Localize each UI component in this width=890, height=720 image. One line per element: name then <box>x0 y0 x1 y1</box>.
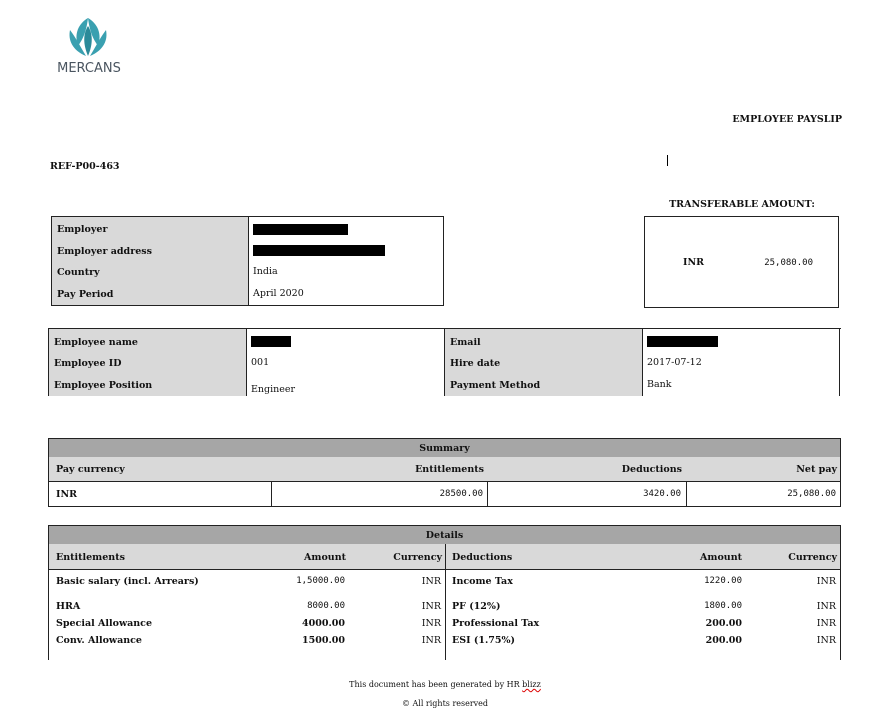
summary-header-deductions: Deductions <box>621 464 682 475</box>
employee-position-value: Engineer <box>251 384 296 395</box>
pay-period-value: April 2020 <box>253 288 304 299</box>
ent-row-0-currency: INR <box>421 576 441 587</box>
employee-position-label: Employee Position <box>54 380 153 391</box>
summary-header-netpay: Net pay <box>796 464 837 475</box>
ded-row-1-name: PF (12%) <box>452 601 501 612</box>
employee-box <box>48 328 841 397</box>
details-header: Details <box>48 525 841 545</box>
summary-cell-currency <box>48 481 272 507</box>
ent-row-0-amount: 1,5000.00 <box>296 576 345 586</box>
summary-value-netpay: 25,080.00 <box>787 489 836 499</box>
ent-row-0-name: Basic salary (incl. Arrears) <box>56 576 199 587</box>
employee-id-label: Employee ID <box>54 358 122 369</box>
summary-values-row <box>48 481 841 507</box>
summary-column-headers <box>48 457 841 482</box>
footer-rights: © All rights reserved <box>401 699 489 708</box>
ent-row-2-name: Special Allowance <box>56 618 153 629</box>
summary-header-entitlements: Entitlements <box>415 464 484 475</box>
details-column-headers <box>48 544 841 570</box>
ent-row-1-amount: 8000.00 <box>307 601 345 611</box>
transfer-amount: 25,080.00 <box>764 258 813 268</box>
employer-redacted <box>253 224 348 235</box>
email-redacted <box>647 336 718 347</box>
leaf-logo-icon <box>52 16 124 60</box>
ded-row-0-currency: INR <box>816 576 836 587</box>
ded-row-3-currency: INR <box>816 635 836 646</box>
summary-header-currency: Pay currency <box>56 464 125 475</box>
summary-value-deductions: 3420.00 <box>643 489 681 499</box>
ded-row-0-name: Income Tax <box>452 576 513 587</box>
ded-row-1-currency: INR <box>816 601 836 612</box>
footer-generated <box>0 680 890 689</box>
summary-header: Summary <box>48 438 841 458</box>
details-header-ded-currency: Currency <box>788 552 837 563</box>
transferable-box <box>644 216 839 308</box>
pay-period-label: Pay Period <box>57 289 114 300</box>
employer-address-redacted <box>253 245 385 256</box>
ded-row-3-amount: 200.00 <box>705 635 742 646</box>
ded-row-2-currency: INR <box>816 618 836 629</box>
transfer-currency: INR <box>683 257 705 268</box>
ded-row-1-amount: 1800.00 <box>704 601 742 611</box>
ded-row-2-amount: 200.00 <box>705 618 742 629</box>
ent-row-2-currency: INR <box>421 618 441 629</box>
details-body <box>48 570 841 660</box>
reference-number: REF-P00-463 <box>50 161 120 172</box>
payment-method-label: Payment Method <box>450 380 541 391</box>
transferable-label: TRANSFERABLE AMOUNT: <box>669 199 815 210</box>
ent-row-3-name: Conv. Allowance <box>56 635 142 646</box>
footer-generated-brand: blizz <box>522 680 541 689</box>
company-logo <box>52 16 124 78</box>
employee-name-label: Employee name <box>54 337 138 348</box>
ded-row-2-name: Professional Tax <box>452 618 540 629</box>
ent-row-2-amount: 4000.00 <box>302 618 345 629</box>
employer-address-label: Employer address <box>57 246 152 257</box>
text-cursor <box>667 155 668 166</box>
country-label: Country <box>57 267 100 278</box>
ent-row-3-currency: INR <box>421 635 441 646</box>
employee-name-redacted <box>251 336 291 347</box>
ent-row-3-amount: 1500.00 <box>302 635 345 646</box>
logo-text: MERCANS <box>57 61 121 76</box>
ded-row-0-amount: 1220.00 <box>704 576 742 586</box>
summary-value-entitlements: 28500.00 <box>439 489 483 499</box>
details-header-ent-amount: Amount <box>304 552 346 563</box>
details-divider-header <box>445 544 446 569</box>
ded-row-3-name: ESI (1.75%) <box>452 635 516 646</box>
details-header-ded-amount: Amount <box>700 552 742 563</box>
email-label: Email <box>450 337 481 348</box>
footer-generated-text: This document has been generated by HR <box>349 680 523 689</box>
ent-row-1-name: HRA <box>56 601 81 612</box>
ent-row-1-currency: INR <box>421 601 441 612</box>
country-value: India <box>253 266 278 277</box>
payslip-title: EMPLOYEE PAYSLIP <box>732 114 842 125</box>
employee-right-edge <box>839 329 840 396</box>
employer-box <box>51 216 444 306</box>
payment-method-value: Bank <box>647 379 672 390</box>
employer-label: Employer <box>57 224 108 235</box>
hire-date-label: Hire date <box>450 358 501 369</box>
details-divider-body <box>445 570 446 660</box>
summary-value-currency: INR <box>56 489 78 500</box>
details-header-ent-currency: Currency <box>393 552 442 563</box>
hire-date-value: 2017-07-12 <box>647 357 702 368</box>
details-header-deductions: Deductions <box>452 552 513 563</box>
employee-id-value: 001 <box>251 357 270 368</box>
details-header-entitlements: Entitlements <box>56 552 125 563</box>
